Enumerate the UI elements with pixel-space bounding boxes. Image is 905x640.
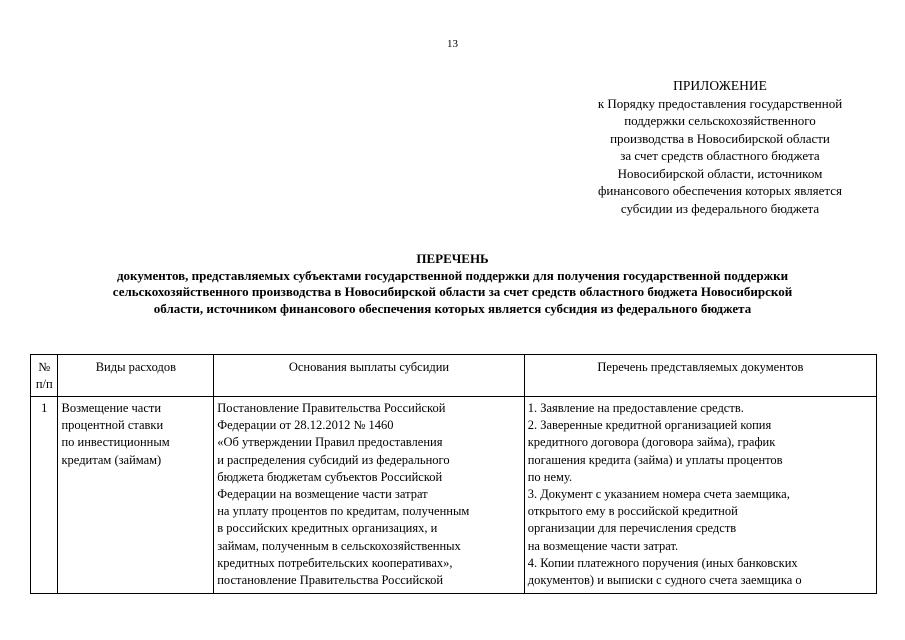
basis-line: займам, полученным в сельскохозяйственных	[217, 538, 461, 553]
appendix-line: производства в Новосибирской области	[610, 130, 830, 146]
page-number: 13	[447, 38, 458, 50]
header-number-line2: п/п	[35, 377, 53, 392]
row-number: 1	[31, 397, 58, 594]
document-line: кредитного договора (договора займа), график	[527, 435, 776, 450]
expense-type-line: по инвестиционным	[61, 435, 170, 450]
row-documents-list	[524, 397, 876, 594]
heading-subtitle-line: области, источником финансового обеспечения которых является субсидия из федерального бюджета	[153, 300, 752, 316]
document-line: погашения кредита (займа) и уплаты процентов	[527, 452, 783, 467]
document-line: документов) и выписки с судного счета заемщика о	[527, 573, 802, 588]
expense-type-line: кредитам (займам)	[61, 452, 162, 467]
appendix-block	[560, 77, 880, 217]
table-header-row	[31, 355, 877, 397]
row-payment-basis	[214, 397, 525, 594]
appendix-line: Новосибирской области, источником	[617, 165, 823, 181]
heading-title: ПЕРЕЧЕНЬ	[416, 251, 489, 266]
document-line: на возмещение части затрат.	[527, 538, 679, 553]
document-line: 1. Заявление на предоставление средств.	[527, 401, 744, 415]
basis-line: постановление Правительства Российской	[217, 573, 444, 588]
appendix-line: субсидии из федерального бюджета	[620, 200, 820, 216]
document-line: 2. Заверенные кредитной организацией копия	[527, 418, 772, 433]
expense-type-line: процентной ставки	[61, 418, 164, 433]
basis-line: и распределения субсидий из федерального	[217, 452, 450, 467]
row-expense-type	[58, 397, 214, 594]
document-line: 3. Документ с указанием номера счета заемщика,	[527, 487, 790, 502]
header-number-line1: №	[38, 360, 51, 374]
header-documents-list: Перечень представляемых документов	[524, 355, 876, 397]
basis-line: Постановление Правительства Российской	[217, 401, 446, 415]
basis-line: в российских кредитных организациях, и	[217, 521, 438, 536]
appendix-line: к Порядку предоставления государственной	[597, 95, 843, 111]
heading-subtitle-line: документов, представляемых субъектами государственной поддержки для получения государственной поддержки	[116, 267, 789, 283]
appendix-line: поддержки сельскохозяйственного	[624, 113, 816, 128]
header-number	[31, 355, 58, 397]
appendix-title: ПРИЛОЖЕНИЕ	[673, 78, 767, 93]
table-row	[31, 397, 877, 594]
appendix-line: финансового обеспечения которых является	[597, 183, 843, 198]
basis-line: Федерации на возмещение части затрат	[217, 487, 428, 502]
document-heading	[0, 251, 905, 317]
document-line: 4. Копии платежного поручения (иных банковских	[527, 555, 798, 570]
document-line: по нему.	[527, 469, 573, 484]
heading-subtitle-line: сельскохозяйственного производства в Новосибирской области за счет средств областного бюджета Новосибирской	[112, 284, 793, 299]
basis-line: на уплату процентов по кредитам, полученным	[217, 504, 470, 519]
appendix-line: за счет средств областного бюджета	[620, 148, 820, 163]
basis-line: бюджета бюджетам субъектов Российской	[217, 469, 443, 484]
expense-type-line: Возмещение части	[61, 401, 162, 415]
documents-table	[30, 354, 877, 594]
header-payment-basis: Основания выплаты субсидии	[214, 355, 525, 397]
basis-line: кредитных потребительских кооперативах»,	[217, 555, 453, 570]
basis-line: «Об утверждении Правил предоставления	[217, 435, 443, 450]
document-line: организации для перечисления средств	[527, 521, 737, 536]
basis-line: Федерации от 28.12.2012 № 1460	[217, 418, 394, 433]
document-line: открытого ему в российской кредитной	[527, 504, 738, 519]
header-expense-type: Виды расходов	[58, 355, 214, 397]
